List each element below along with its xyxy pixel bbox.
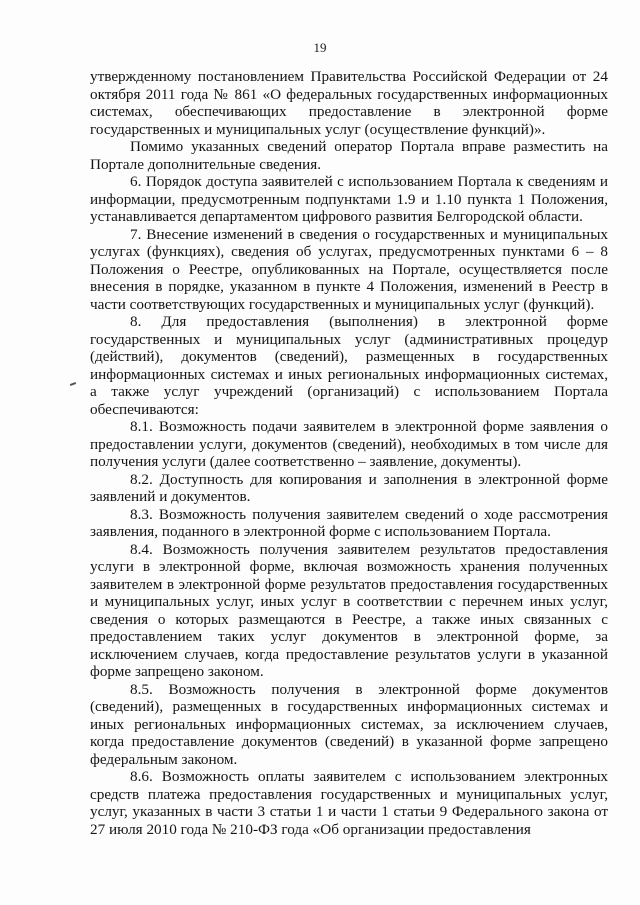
paragraph-additional-info: Помимо указанных сведений оператор Портала вправе разместить на Портале дополнительные сведения.: [90, 138, 608, 173]
paragraph-8-3: 8.3. Возможность получения заявителем сведений о ходе рассмотрения заявления, поданного в электронной форме с использованием Портала.: [90, 505, 608, 540]
paragraph-7: 7. Внесение изменений в сведения о государственных и муниципальных услугах (функциях), сведения об услугах, предусмотренных пунктами 6 – 8 Положения о Реестре, опубликованных на Портале, осуществляется после внесения в порядке, указанном в пункте 4 Положения, изменений в Реестр в части соответствующих государственных и муниципальных услуг (функций).: [90, 225, 608, 313]
paragraph-8-1: 8.1. Возможность подачи заявителем в электронной форме заявления о предоставлении услуги, документов (сведений), необходимых в том числе для получения услуги (далее соответственно – заявление, документы).: [90, 418, 608, 470]
scan-mark: [70, 382, 76, 386]
paragraph-8-5: 8.5. Возможность получения в электронной форме документов (сведений), размещенных в государственных информационных системах и иных региональных информационных системах, за исключением случаев, когда предоставление документов (сведений) в указанной форме запрещено федеральным законом.: [90, 680, 608, 768]
paragraph-8: 8. Для предоставления (выполнения) в электронной форме государственных и муниципальных услуг (административных процедур (действий), документов (сведений), размещенных в государственных информационных системах и иных региональных информационных системах, а также услуг учреждений (организаций) с использованием Портала обеспечиваются:: [90, 313, 608, 418]
document-body: [90, 68, 608, 838]
paragraph-intro-continuation: утвержденному постановлением Правительства Российской Федерации от 24 октября 2011 года № 861 «О федеральных государственных информационных системах, обеспечивающих предоставление в электронной форме государственных и муниципальных услуг (осуществление функций)».: [90, 68, 608, 138]
paragraph-6: 6. Порядок доступа заявителей с использованием Портала к сведениям и информации, предусмотренным подпунктами 1.9 и 1.10 пункта 1 Положения, устанавливается департаментом цифрового развития Белгородской области.: [90, 173, 608, 225]
page-number: 19: [313, 40, 327, 55]
paragraph-8-4: 8.4. Возможность получения заявителем результатов предоставления услуги в электронной форме, включая возможность хранения полученных заявителем в электронной форме результатов предоставления государственных и муниципальных услуг, иных услуг в соответствии с перечнем иных услуг, сведения о которых размещаются в Реестре, а также иных связанных с предоставлением таких услуг документов в электронной форме, за исключением случаев, когда предоставление результатов услуги в указанной форме запрещено законом.: [90, 540, 608, 680]
paragraph-8-6: 8.6. Возможность оплаты заявителем с использованием электронных средств платежа предоставления государственных и муниципальных услуг, услуг, указанных в части 3 статьи 1 и части 1 статьи 9 Федерального закона от 27 июля 2010 года № 210-ФЗ года «Об организации предоставления: [90, 768, 608, 838]
paragraph-8-2: 8.2. Доступность для копирования и заполнения в электронной форме заявлений и документов.: [90, 470, 608, 505]
